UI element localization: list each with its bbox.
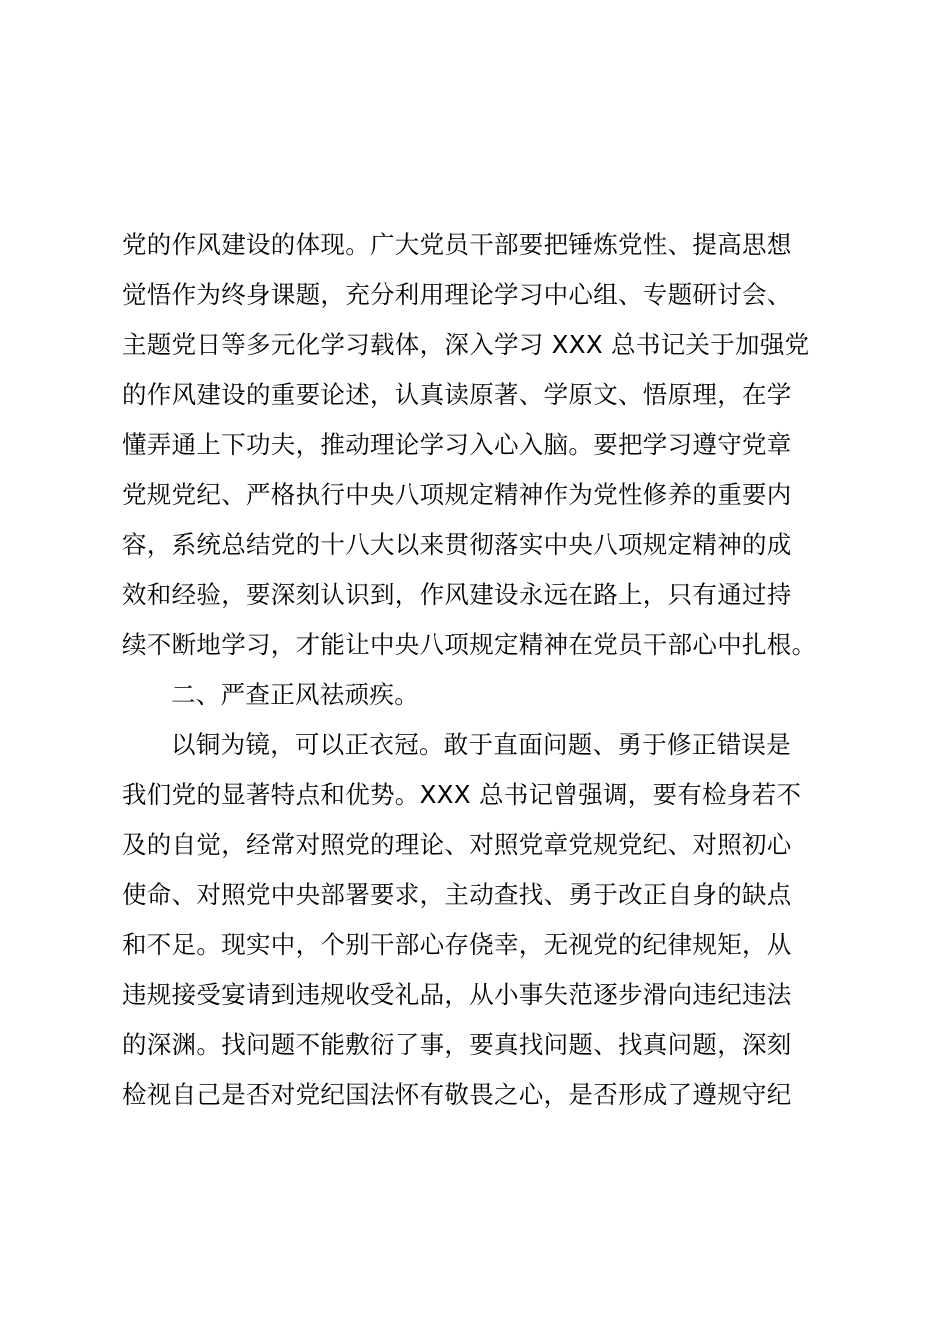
text-line: 懂弄通上下功夫，推动理论学习入心入脑。要把学习遵守党章 — [122, 430, 792, 459]
text-line: 主题党日等多元化学习载体，深入学习 XXX 总书记关于加强党 — [122, 330, 810, 359]
text-line: 续不断地学习，才能让中央八项规定精神在党员干部心中扎根。 — [122, 630, 817, 659]
paragraph-2 — [122, 720, 832, 1120]
text-line: 检视自己是否对党纪国法怀有敬畏之心，是否形成了遵规守纪 — [122, 1080, 792, 1109]
text-line: 以铜为镜，可以正衣冠。敢于直面问题、勇于修正错误是 — [171, 730, 791, 759]
text-line: 违规接受宴请到违规收受礼品，从小事失范逐步滑向违纪违法 — [122, 980, 792, 1009]
text-line: 觉悟作为终身课题，充分利用理论学习中心组、专题研讨会、 — [122, 280, 792, 309]
section-heading: 二、严查正风祛顽疾。 — [171, 680, 419, 709]
text-line: 容，系统总结党的十八大以来贯彻落实中央八项规定精神的成 — [122, 530, 792, 559]
text-line: 我们党的显著特点和优势。XXX 总书记曾强调，要有检身若不 — [122, 780, 802, 809]
text-line: 和不足。现实中，个别干部心存侥幸，无视党的纪律规矩，从 — [122, 930, 792, 959]
text-line: 使命、对照党中央部署要求，主动查找、勇于改正自身的缺点 — [122, 880, 792, 909]
text-line: 党规党纪、严格执行中央八项规定精神作为党性修养的重要内 — [122, 480, 792, 509]
text-line: 及的自觉，经常对照党的理论、对照党章党规党纪、对照初心 — [122, 830, 792, 859]
text-line: 效和经验，要深刻认识到，作风建设永远在路上，只有通过持 — [122, 580, 792, 609]
paragraph-1 — [122, 220, 832, 670]
text-line: 党的作风建设的体现。广大党员干部要把锤炼党性、提高思想 — [122, 230, 792, 259]
document-body — [122, 220, 832, 1120]
text-line: 的深渊。找问题不能敷衍了事，要真找问题、找真问题，深刻 — [122, 1030, 792, 1059]
text-line: 的作风建设的重要论述，认真读原著、学原文、悟原理，在学 — [122, 380, 792, 409]
